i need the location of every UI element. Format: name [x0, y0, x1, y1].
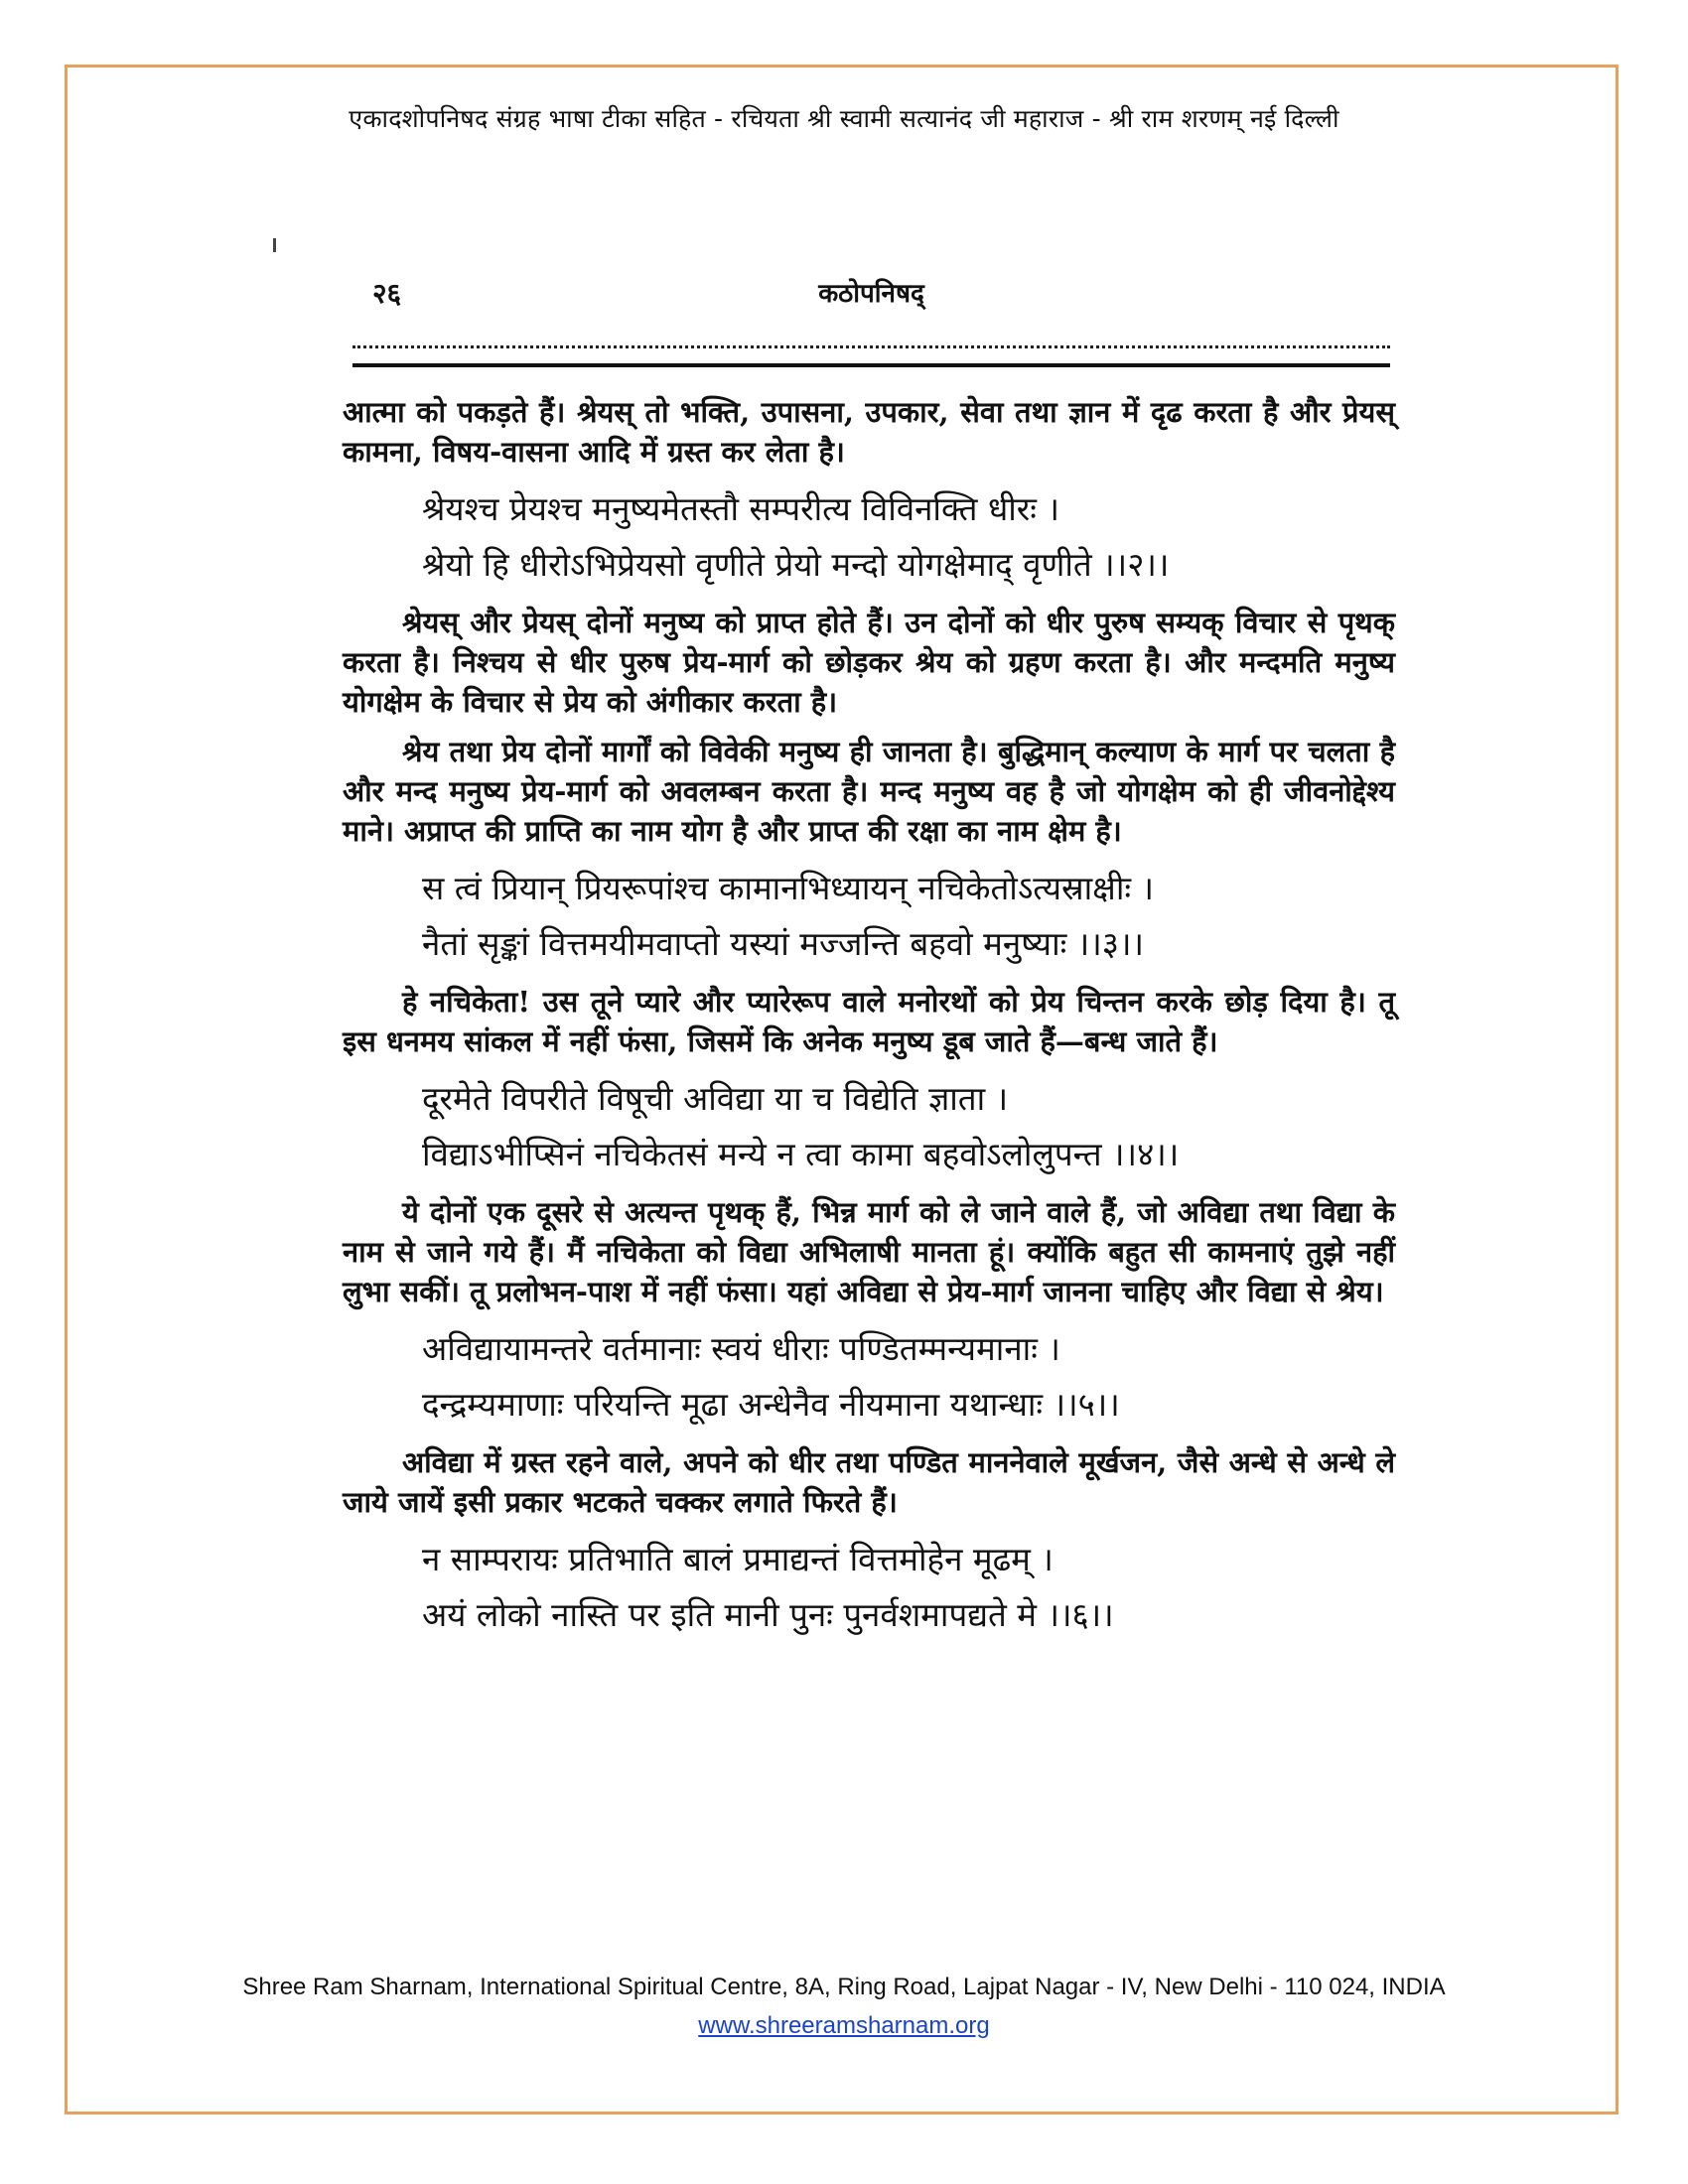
commentary-paragraph: अविद्या में ग्रस्त रहने वाले, अपने को धीर तथा पण्डित माननेवाले मूर्खजन, जैसे अन्धे से अन्धे ले जाये जायें इसी प्रकार भटकते चक्कर लगाते फिरते हैं।: [343, 1445, 1395, 1519]
verse-line: नैतां सृङ्कां वित्तमयीमवाप्तो यस्यां मज्जन्ति बहवो मनुष्याः ।।३।।: [422, 924, 1144, 963]
verse-line: न साम्परायः प्रतिभाति बालं प्रमाद्यन्तं वित्तमोहेन मूढम् ।: [422, 1540, 1054, 1578]
running-title: कठोपनिषद्: [818, 279, 924, 309]
commentary-paragraph: श्रेयस् और प्रेयस् दोनों मनुष्य को प्राप्त होते हैं। उन दोनों को धीर पुरुष सम्यक् विचार से पृथक् करता है। निश्चय से धीर पुरुष प्रेय-मार्ग को छोड़कर श्रेय को ग्रहण करता है। और मन्दमति मनुष्य योगक्षेम के विचार से प्रेय को अंगीकार करता है।: [343, 606, 1395, 719]
website-link[interactable]: www.shreeramsharnam.org: [698, 2012, 990, 2039]
solid-divider: [352, 363, 1390, 367]
verse-line: विद्याऽभीप्सिनं नचिकेतसं मन्ये न त्वा कामा बहवोऽलोलुपन्त ।।४।।: [422, 1135, 1180, 1173]
verse-line: दूरमेते विपरीते विषूची अविद्या या च विद्येति ज्ञाता ।: [422, 1079, 1009, 1118]
commentary-paragraph: आत्मा को पकड़ते हैं। श्रेयस् तो भक्ति, उपासना, उपकार, सेवा तथा ज्ञान में दृढ करता है और प्रेयस् कामना, विषय-वासना आदि में ग्रस्त कर लेता है।: [343, 395, 1395, 469]
footer-website: [0, 2012, 1688, 2040]
book-page-header: [352, 270, 1390, 310]
commentary-paragraph: हे नचिकेता! उस तूने प्यारे और प्यारेरूप वाले मनोरथों को प्रेय चिन्तन करके छोड़ दिया है। तू इस धनमय सांकल में नहीं फंसा, जिसमें कि अनेक मनुष्य डूब जाते हैं—बन्ध जाते हैं।: [343, 985, 1395, 1058]
verse-line: अयं लोको नास्ति पर इति मानी पुनः पुनर्वशमापद्यते मे ।।६।।: [422, 1595, 1114, 1634]
commentary-paragraph: ये दोनों एक दूसरे से अत्यन्त पृथक् हैं, भिन्न मार्ग को ले जाने वाले हैं, जो अविद्या तथा विद्या के नाम से जाने गये हैं। मैं नचिकेता को विद्या अभिलाषी मानता हूं। क्योंकि बहुत सी कामनाएं तुझे नहीं लुभा सकीं। तू प्रलोभन-पाश में नहीं फंसा। यहां अविद्या से प्रेय-मार्ग जानना चाहिए और विद्या से श्रेय।: [343, 1195, 1395, 1308]
verse-line: स त्वं प्रियान् प्रियरूपांश्च कामानभिध्यायन् नचिकेतोऽत्यस्राक्षीः ।: [422, 869, 1155, 907]
verse-line: अविद्यायामन्तरे वर्तमानाः स्वयं धीराः पण्डितम्मन्यमानाः ।: [422, 1329, 1060, 1368]
page-body: [343, 392, 1395, 1643]
dotted-divider: [352, 345, 1390, 348]
page-number: २६: [372, 277, 402, 310]
page-header: एकादशोपनिषद संग्रह भाषा टीका सहित - रचियता श्री स्वामी सत्यानंद जी महाराज - श्री राम शरणम् नई दिल्ली: [349, 104, 1339, 133]
footer-address: Shree Ram Sharnam, International Spiritual Centre, 8A, Ring Road, Lajpat Nagar - IV, New Delhi - 110 024, INDIA: [242, 1974, 1446, 2000]
verse-line: दन्द्रम्यमाणाः परियन्ति मूढा अन्धेनैव नीयमाना यथान्धाः ।।५।।: [422, 1385, 1120, 1424]
verse-line: श्रेयश्च प्रेयश्च मनुष्यमेतस्तौ सम्परीत्य विविनक्ति धीरः ।: [422, 489, 1059, 528]
verse-line: श्रेयो हि धीरोऽभिप्रेयसो वृणीते प्रेयो मन्दो योगक्षेमाद् वृणीते ।।२।।: [422, 545, 1170, 584]
commentary-paragraph: श्रेय तथा प्रेय दोनों मार्गों को विवेकी मनुष्य ही जानता है। बुद्धिमान् कल्याण के मार्ग पर चलता है और मन्द मनुष्य प्रेय-मार्ग को अवलम्बन करता है। मन्द मनुष्य वह है जो योगक्षेम को ही जीवनोद्देश्य माने। अप्राप्त की प्राप्ति का नाम योग है और प्राप्त की रक्षा का नाम क्षेम है।: [343, 735, 1395, 848]
scan-mark: [273, 238, 276, 252]
